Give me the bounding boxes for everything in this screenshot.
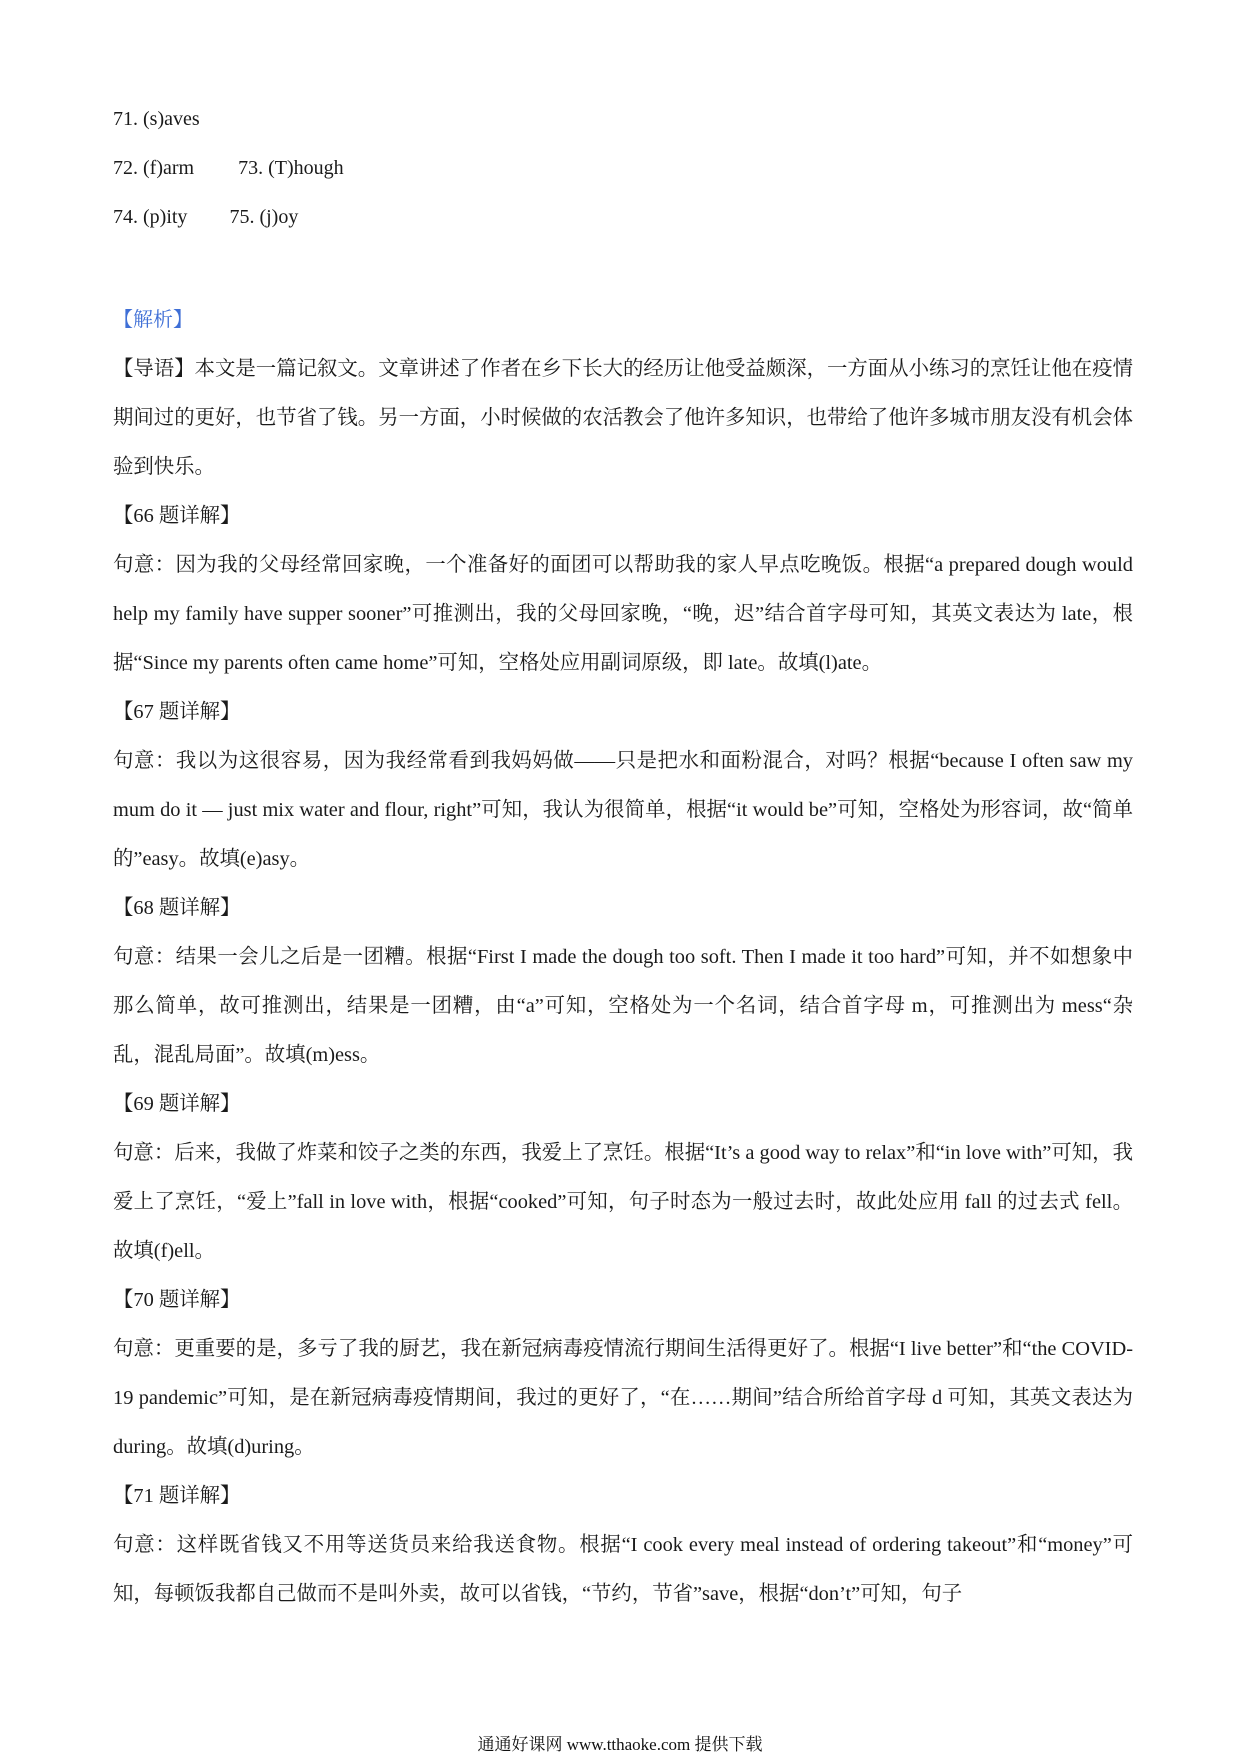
question-heading: 【68 题详解】 [113, 897, 241, 919]
analysis-body [113, 345, 1133, 1619]
question-heading: 【66 题详解】 [113, 505, 241, 527]
explanation-paragraph: 句意：我以为这很容易，因为我经常看到我妈妈做——只是把水和面粉混合，对吗？根据“because I often saw my mum do it — just mix water and flour, right”可知，我认为很简单，根据“it would be”可知，空格处为形容词，故“简单的”easy。故填(e)asy。 [113, 750, 1133, 870]
answer-74: 74. (p)ity [113, 206, 188, 228]
answer-71: 71. (s)aves [113, 108, 200, 130]
question-heading: 【71 题详解】 [113, 1485, 241, 1507]
answer-75: 75. (j)oy [229, 206, 299, 228]
answer-row [113, 95, 1133, 144]
analysis-label: 【解析】 [113, 309, 193, 331]
question-heading: 【69 题详解】 [113, 1093, 241, 1115]
answer-row [113, 144, 1133, 193]
question-heading: 【67 题详解】 [113, 701, 241, 723]
answer-72: 72. (f)arm [113, 157, 195, 179]
answer-row [113, 193, 1133, 242]
page-footer: 通通好课网 www.tthaoke.com 提供下载 [477, 1735, 763, 1754]
answer-73: 73. (T)hough [238, 157, 344, 179]
explanation-paragraph: 句意：因为我的父母经常回家晚，一个准备好的面团可以帮助我的家人早点吃晚饭。根据“a prepared dough would help my family have supper sooner”可推测出，我的父母回家晚，“晚，迟”结合首字母可知，其英文表达为 late，根据“Since my parents often came home”可知，空格处应用副词原级，即 late。故填(l)ate。 [113, 554, 1133, 674]
explanation-paragraph: 句意：更重要的是，多亏了我的厨艺，我在新冠病毒疫情流行期间生活得更好了。根据“I live better”和“the COVID-19 pandemic”可知，是在新冠病毒疫情期间，我过的更好了，“在……期间”结合所给首字母 d 可知，其英文表达为 during。故填(d)uring。 [113, 1338, 1133, 1458]
explanation-paragraph: 【导语】本文是一篇记叙文。文章讲述了作者在乡下长大的经历让他受益颇深，一方面从小练习的烹饪让他在疫情期间过的更好，也节省了钱。另一方面，小时候做的农活教会了他许多知识，也带给了他许多城市朋友没有机会体验到快乐。 [113, 358, 1133, 478]
explanation-paragraph: 句意：这样既省钱又不用等送货员来给我送食物。根据“I cook every meal instead of ordering takeout”和“money”可知，每顿饭我都自己做而不是叫外卖，故可以省钱，“节约，节省”save，根据“don’t”可知，句子 [113, 1534, 1133, 1605]
document-page [113, 95, 1133, 1619]
explanation-paragraph: 句意：后来，我做了炸菜和饺子之类的东西，我爱上了烹饪。根据“It’s a good way to relax”和“in love with”可知，我爱上了烹饪，“爱上”fall in love with，根据“cooked”可知，句子时态为一般过去时，故此处应用 fall 的过去式 fell。故填(f)ell。 [113, 1142, 1133, 1262]
answer-list [113, 95, 1133, 242]
question-heading: 【70 题详解】 [113, 1289, 241, 1311]
explanation-paragraph: 句意：结果一会儿之后是一团糟。根据“First I made the dough too soft. Then I made it too hard”可知，并不如想象中那么简单，故可推测出，结果是一团糟，由“a”可知，空格处为一个名词，结合首字母 m，可推测出为 mess“杂乱，混乱局面”。故填(m)ess。 [113, 946, 1133, 1066]
